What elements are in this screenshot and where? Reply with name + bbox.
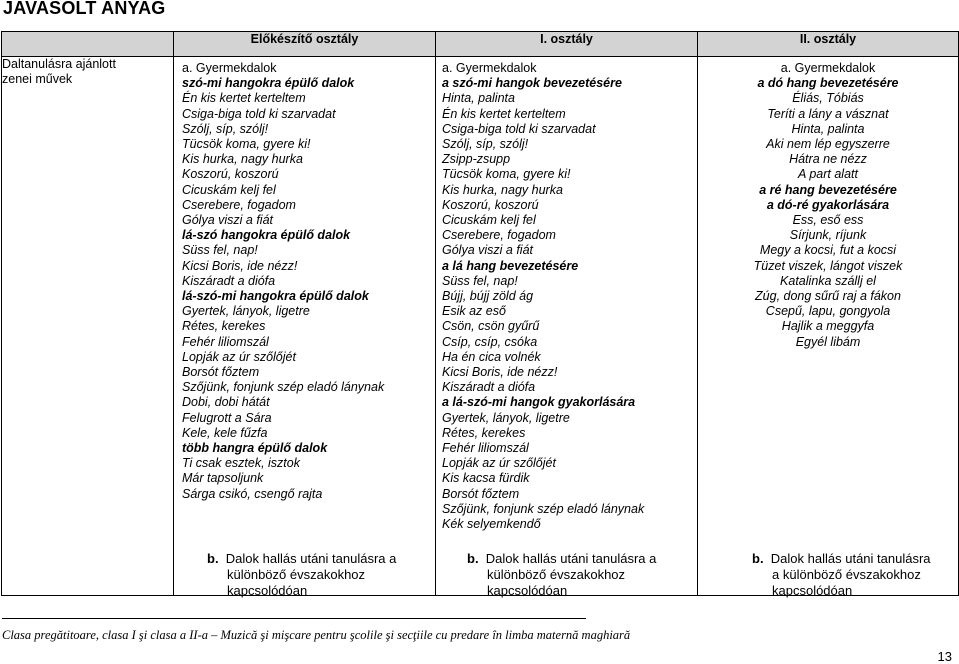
preparatory-song: Borsót főztem [182,365,260,380]
grade-2-song-list [698,57,958,350]
grade-1-song: Ha én cica volnék [442,349,541,364]
grade-1-song: Kis kacsa fürdik [442,471,530,486]
grade-1-song: Süss fel, nap! [442,273,518,288]
grade-1-song: Koszorú, koszorú [442,197,539,212]
preparatory-song: Süss fel, nap! [182,243,258,258]
preparatory-song-list [174,57,435,502]
header-row [2,32,959,57]
preparatory-song: Dobi, dobi hátát [182,395,270,410]
grade-2-song: Hátra ne nézz [789,152,867,167]
grade-1-subheading: a szó-mi hangok bevezetésére [442,76,622,91]
grade-1-song: Tücsök koma, gyere ki! [442,167,571,182]
grade-1-song: Borsót főztem [442,486,520,501]
preparatory-song: Csiga-biga told ki szarvadat [182,106,336,121]
grade-1-song: Lopják az úr szőlőjét [442,456,556,471]
grade-2-song: Ess, eső ess [792,213,864,228]
preparatory-cell [174,57,436,596]
preparatory-song: Lopják az úr szőlőjét [182,349,296,364]
grade-2-cell [698,57,959,596]
preparatory-song: Sárga csikó, csengő rajta [182,486,323,501]
row-label: Daltanulásra ajánlott zenei művek [2,57,116,87]
grade-1-song: Zsipp-zsupp [442,152,511,167]
grade-1-song: Csön, csön gyűrű [442,319,540,334]
preparatory-song: Szólj, síp, szólj! [182,121,269,136]
preparatory-song: Fehér liliomszál [182,334,269,349]
page-footer: Clasa pregătitoare, clasa I şi clasa a II-a – Muzică şi mişcare pentru şcolile şi secţiile cu predare în limba maternă maghiară [2,628,631,642]
preparatory-heading: a. Gyermekdalok [182,61,277,75]
grade-2-heading: a. Gyermekdalok [780,61,876,75]
grade-1-song: Cserebere, fogadom [442,228,556,243]
header-preparatory: Előkészítő osztály [174,32,436,57]
row-label-cell [2,57,174,596]
page-number: 13 [937,649,952,664]
grade-2-song: Megy a kocsi, fut a kocsi [759,243,897,258]
grade-2-song: Csepű, lapu, gongyola [765,304,891,319]
b-item-grade-2: b. Dalok hallás utáni tanulásra a különböző évszakokhoz kapcsolódóan [752,551,931,598]
preparatory-song: Kis hurka, nagy hurka [182,152,303,167]
grade-1-song: Esik az eső [442,304,506,319]
grade-1-song: Csíp, csíp, csóka [442,334,538,349]
grade-2-song: Hinta, palinta [791,121,865,136]
grade-1-heading: a. Gyermekdalok [442,61,537,75]
grade-2-subheading: a ré hang bevezetésére [759,182,897,197]
footer-divider [2,618,586,619]
grade-1-song: Csiga-biga told ki szarvadat [442,121,596,136]
preparatory-song: Szőjünk, fonjunk szép eladó lánynak [182,380,385,395]
grade-1-cell [436,57,698,596]
grade-1-song: Fehér liliomszál [442,441,529,456]
content-row [2,57,959,596]
preparatory-song: Gyertek, lányok, ligetre [182,304,310,319]
grade-2-song: Egyél libám [795,334,861,349]
preparatory-song: Felugrott a Sára [182,410,272,425]
grade-2-song: Katalinka szállj el [780,273,876,288]
grade-2-subheading: a dó hang bevezetésére [757,76,899,91]
b-item-grade-1: b. Dalok hallás utáni tanulásra a különböző évszakokhoz kapcsolódóan [467,551,657,598]
grade-2-song: Tüzet viszek, lángot viszek [753,258,903,273]
grade-2-song: A part alatt [798,167,858,182]
preparatory-song: Gólya viszi a fiát [182,213,274,228]
b-item-preparatory: b. Dalok hallás utáni tanulásra a különböző évszakokhoz kapcsolódóan [207,551,397,598]
preparatory-song: Ti csak esztek, isztok [182,456,300,471]
grade-1-song: Kék selyemkendő [442,517,541,532]
preparatory-subheading: lá-szó-mi hangokra épülő dalok [182,289,369,304]
preparatory-song: Rétes, kerekes [182,319,266,334]
grade-2-song: Zúg, dong sűrű raj a fákon [755,289,901,304]
grade-2-song: Aki nem lép egyszerre [766,137,890,152]
preparatory-song: Cserebere, fogadom [182,197,296,212]
grade-1-song: Bújj, bújj zöld ág [442,289,534,304]
grade-1-subheading: a lá-szó-mi hangok gyakorlására [442,395,636,410]
grade-1-song: Cicuskám kelj fel [442,213,536,228]
curriculum-table [1,31,959,596]
grade-2-song: Teríti a lány a vásznat [767,106,889,121]
grade-1-song: Szőjünk, fonjunk szép eladó lánynak [442,501,645,516]
grade-2-song: Sírjunk, ríjunk [789,228,867,243]
preparatory-song: Kiszáradt a diófa [182,273,276,288]
grade-1-song: Rétes, kerekes [442,425,526,440]
grade-1-song: Kicsi Boris, ide nézz! [442,365,558,380]
preparatory-subheading: több hangra épülő dalok [182,441,328,456]
grade-1-song: Gyertek, lányok, ligetre [442,410,570,425]
preparatory-song: Már tapsoljunk [182,471,264,486]
preparatory-song: Kele, kele fűzfa [182,425,268,440]
grade-1-song: Hinta, palinta [442,91,515,106]
grade-2-song: Hajlik a meggyfa [781,319,875,334]
grade-1-song: Én kis kertet kerteltem [442,106,566,121]
preparatory-song: Kicsi Boris, ide nézz! [182,258,298,273]
preparatory-song: Tücsök koma, gyere ki! [182,137,311,152]
grade-2-subheading: a dó-ré gyakorlására [766,197,890,212]
grade-1-subheading: a lá hang bevezetésére [442,258,579,273]
preparatory-subheading: szó-mi hangokra épülő dalok [182,76,355,91]
preparatory-song: Én kis kertet kerteltem [182,91,306,106]
grade-2-song: Éliás, Tóbiás [792,91,864,106]
header-empty-cell [2,32,174,57]
grade-1-song-list [436,57,697,532]
grade-1-song: Kiszáradt a diófa [442,380,536,395]
grade-1-song: Szólj, síp, szólj! [442,137,529,152]
header-grade-1: I. osztály [436,32,698,57]
header-grade-2: II. osztály [698,32,959,57]
preparatory-song: Cicuskám kelj fel [182,182,276,197]
grade-1-song: Gólya viszi a fiát [442,243,534,258]
grade-1-song: Kis hurka, nagy hurka [442,182,563,197]
page-title: JAVASOLT ANYAG [3,0,166,18]
preparatory-song: Koszorú, koszorú [182,167,279,182]
preparatory-subheading: lá-szó hangokra épülő dalok [182,228,351,243]
